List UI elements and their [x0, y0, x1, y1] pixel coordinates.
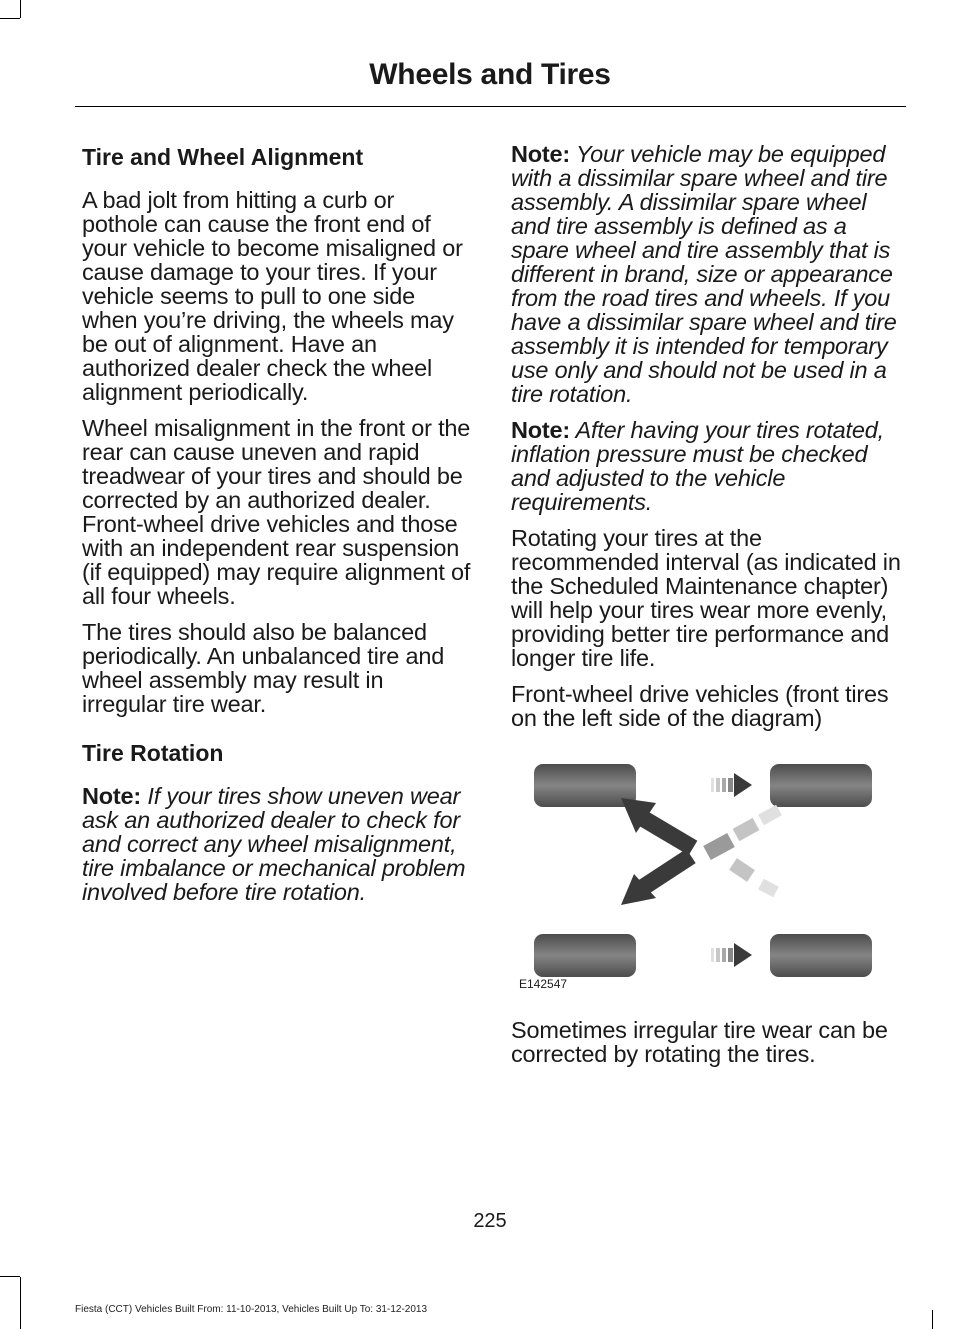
arrow-right-icon [711, 943, 752, 967]
tire-rear-left [770, 764, 872, 807]
section-heading-rotation: Tire Rotation [82, 740, 224, 766]
note-text: If your tires show uneven wear ask an authorized dealer to check for and correct any wheel misalignment, tire imbalance or mechanical problem involved before tire rotation. [82, 783, 466, 905]
tire-front-right [534, 934, 636, 977]
paragraph: Front-wheel drive vehicles (front tires on the left side of the diagram) [511, 681, 889, 731]
figure-id: E142547 [519, 977, 568, 991]
paragraph: A bad jolt from hitting a curb or pothole can cause the front end of your vehicle to become misaligned or cause damage to your tires. If your vehicle seems to pull to one side when you’re driving, the wheels may be out of alignment. Have an authorized dealer check the wheel alignment periodically. [82, 187, 463, 405]
page-number: 225 [473, 1210, 507, 1232]
crop-mark [0, 18, 20, 19]
page-title: Wheels and Tires [369, 58, 611, 91]
note-label: Note: [511, 141, 571, 167]
arrow-right-icon [711, 773, 752, 797]
tire-front-left [534, 764, 636, 807]
note-label: Note: [82, 783, 142, 809]
title-divider [75, 106, 906, 107]
note-paragraph [82, 784, 474, 904]
tire-rotation-svg [511, 758, 903, 998]
note-paragraph [511, 142, 903, 406]
crop-mark [0, 1276, 20, 1277]
note-text: Your vehicle may be equipped with a dissimilar spare wheel and tire assembly. A dissimilar spare wheel and tire assembly is defined as a spare wheel and tire assembly that is different in brand, size or appearance from the road tires and wheels. If you have a dissimilar spare wheel and tire assembly it is intended for temporary use only and should not be used in a tire rotation. [511, 141, 897, 407]
paragraph: Rotating your tires at the recommended interval (as indicated in the Scheduled Maintenance chapter) will help your tires wear more evenly, providing better tire performance and longer tire life. [511, 525, 901, 671]
crop-mark [20, 1277, 21, 1329]
paragraph: Wheel misalignment in the front or the rear can cause uneven and rapid treadwear of your tires and should be corrected by an authorized dealer. Front-wheel drive vehicles and those with an independent rear suspension (if equipped) may require alignment of all four wheels. [82, 415, 471, 609]
note-label: Note: [511, 417, 571, 443]
footer-text: Fiesta (CCT) Vehicles Built From: 11-10-2013, Vehicles Built Up To: 31-12-2013 [75, 1304, 428, 1315]
section-heading-alignment: Tire and Wheel Alignment [82, 144, 364, 170]
cross-arrow-up-left-icon [621, 798, 779, 853]
note-paragraph [511, 418, 903, 514]
crop-mark [20, 0, 21, 18]
crop-mark [932, 1310, 933, 1329]
left-column [82, 142, 474, 916]
cross-arrow-down-left-icon [621, 856, 776, 905]
right-column [511, 142, 903, 1078]
note-text: After having your tires rotated, inflation pressure must be checked and adjusted to the vehicle requirements. [511, 417, 884, 515]
tire-rear-right [770, 934, 872, 977]
tire-rotation-diagram [511, 758, 903, 998]
paragraph: Sometimes irregular tire wear can be corrected by rotating the tires. [511, 1017, 888, 1067]
paragraph: The tires should also be balanced periodically. An unbalanced tire and wheel assembly may result in irregular tire wear. [82, 619, 445, 717]
